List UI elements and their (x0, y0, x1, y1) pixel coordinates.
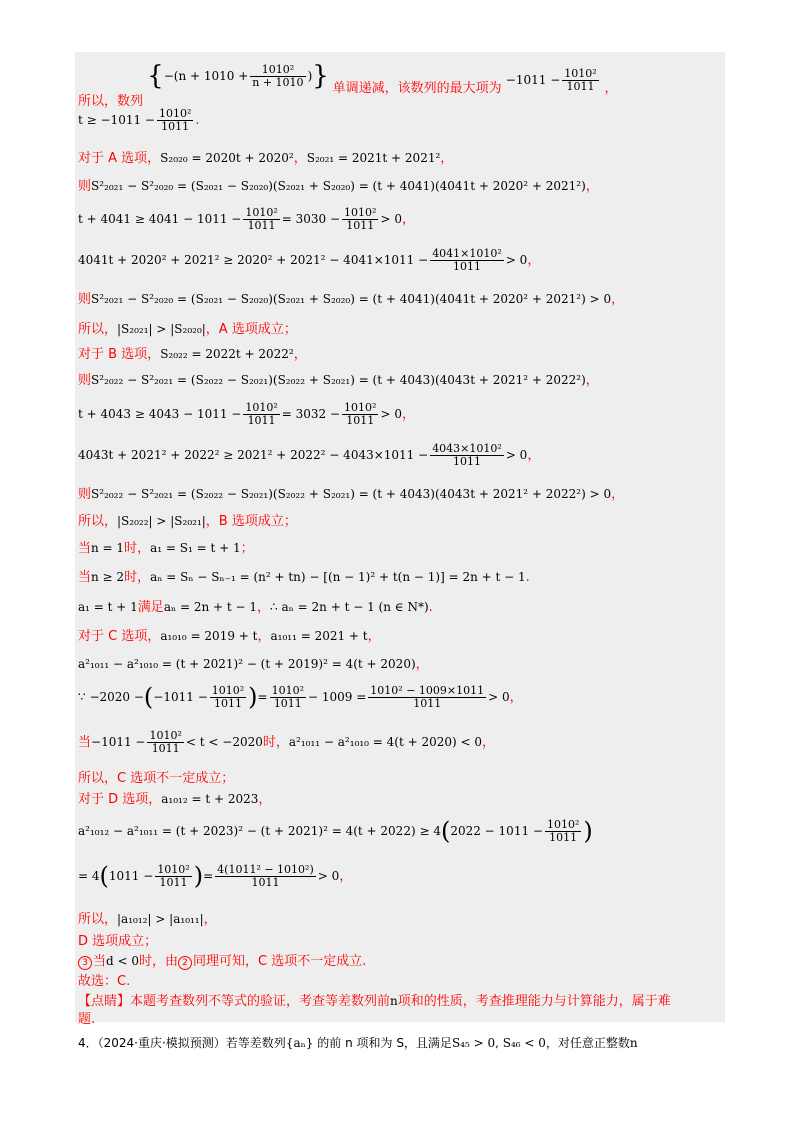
line-27: D 选项成立； (78, 934, 158, 949)
line-13: 则S²₂₀₂₂ − S²₂₀₂₁ = (S₂₀₂₂ − S₂₀₂₁)(S₂₀₂₂ + S₂₀₂₁) = (t + 4043)(4043t + 2021² + 2022²) > 0， (78, 487, 625, 502)
line-21: 当−1011 − $\frac{\text{1010²}}{1011}$ < t < −2020时，a²₁₀₁₁ − a²₁₀₁₀ = 4(t + 2020) < 0， (78, 729, 496, 756)
line-7: 则S²₂₀₂₁ − S²₂₀₂₀ = (S₂₀₂₁ − S₂₀₂₀)(S₂₀₂₁ + S₂₀₂₀) = (t + 4041)(4041t + 2020² + 2021²) > 0， (78, 292, 625, 307)
line-19: a²₁₀₁₁ − a²₁₀₁₀ = (t + 2021)² − (t + 2019)² = 4(t + 2020)， (78, 657, 429, 672)
line-20: ∵ −2020 −(−1011 − $\frac{\text{1010²}}{1011}$ )= $\frac{\text{1010²}}{1011}$ − 1009 = $\frac{\text{1010² − 1009×1011}}{1011}$ > 0， (78, 683, 523, 711)
line-5: t + 4041 ≥ 4041 − 1011 − $\frac{\text{1010²}}{1011}$ = 3030 − $\frac{\text{1010²}}{1011}$ > 0， (78, 206, 415, 233)
line-4: 则S²₂₀₂₁ − S²₂₀₂₀ = (S₂₀₂₁ − S₂₀₂₀)(S₂₀₂₁ + S₂₀₂₀) = (t + 4041)(4041t + 2020² + 2021²)， (78, 179, 599, 194)
text-so-sequence: 所以，数列 (78, 94, 144, 110)
line-17: a₁ = t + 1满足aₙ = 2n + t − 1，∴ aₙ = 2n + t − 1 (n ∈ N*). (78, 600, 433, 615)
line-11: t + 4043 ≥ 4043 − 1011 − $\frac{\text{1010²}}{1011}$ = 3032 − $\frac{\text{1010²}}{1011}$ > 0， (78, 401, 415, 428)
line-16: 当n ≥ 2时，aₙ = Sₙ − Sₙ₋₁ = (n² + tn) − [(n − 1)² + t(n − 1)] = 2n + t − 1. (78, 570, 530, 585)
line-22: 所以，C 选项不一定成立； (78, 771, 235, 786)
line-30: 【点睛】本题考查数列不等式的验证，考查等差数列前n项和的性质，考查推理能力与计算能力，属于难 (78, 994, 671, 1009)
line-6: 4041t + 2020² + 2021² ≥ 2020² + 2021² − 4041×1011 − $\frac{\text{4041×1010²}}{1011}$ > 0， (78, 247, 541, 274)
line-10: 则S²₂₀₂₂ − S²₂₀₂₁ = (S₂₀₂₂ − S₂₀₂₁)(S₂₀₂₂ + S₂₀₂₁) = (t + 4043)(4043t + 2021² + 2022²)， (78, 373, 599, 388)
line-9: 对于 B 选项，S₂₀₂₂ = 2022t + 2022²， (78, 347, 307, 362)
line-25: = 4(1011 − $\frac{\text{1010²}}{1011}$ )= $\frac{\text{4(1011² − 1010²)}}{1011}$ > 0， (78, 862, 353, 890)
circle-3-icon: 3 (78, 956, 92, 970)
circle-2-icon: 2 (178, 956, 192, 970)
line-3: 对于 A 选项，S₂₀₂₀ = 2020t + 2020²，S₂₀₂₁ = 2021t + 2021²， (78, 151, 454, 166)
line-18: 对于 C 选项，a₁₀₁₀ = 2019 + t，a₁₀₁₁ = 2021 + t， (78, 629, 381, 644)
sequence-expression: {−(n + 1010 + $\frac{\text{1010²}}{n + 1010}$ )} (147, 61, 329, 91)
line-23: 对于 D 选项，a₁₀₁₂ = t + 2023， (78, 792, 272, 807)
line-8: 所以，|S₂₀₂₁| > |S₂₀₂₀|，A 选项成立； (78, 322, 297, 337)
line-1: 所以，数列 {−(n + 1010 + $\frac{\text{1010²}}{n + 1010}$ )} 单调递减，该数列的最大项为 −1011 − $\frac{\text{1010²}}{1011}$ ， (78, 61, 618, 110)
line-24: a²₁₀₁₂ − a²₁₀₁₁ = (t + 2023)² − (t + 2021)² = 4(t + 2022) ≥ 4(2022 − 1011 − $\frac{\text{1010²}}{1011}$ ) (78, 817, 593, 845)
line-29: 故选：C. (78, 974, 131, 989)
line-2: t ≥ −1011 − $\frac{\text{1010²}}{1011}$ . (78, 107, 200, 134)
line-14: 所以，|S₂₀₂₂| > |S₂₀₂₁|，B 选项成立； (78, 514, 297, 529)
question-4: 4．（2024·重庆·模拟预测）若等差数列{aₙ} 的前 n 项和为 S，且满足S₄₅ > 0, S₄₆ < 0，对任意正整数n (78, 1036, 638, 1050)
line-15: 当n = 1时，a₁ = S₁ = t + 1； (78, 541, 254, 556)
max-term-expression: −1011 − $\frac{\text{1010²}}{1011}$ (505, 67, 597, 94)
line-31: 题. (78, 1012, 96, 1027)
line-28: 3 当d < 0时，由 2 同理可知，C 选项不一定成立. (78, 954, 366, 970)
line-26: 所以，|a₁₀₁₂| > |a₁₀₁₁|， (78, 912, 217, 927)
text-monotone: 单调递减，该数列的最大项为 (332, 81, 502, 97)
line-12: 4043t + 2021² + 2022² ≥ 2021² + 2022² − 4043×1011 − $\frac{\text{4043×1010²}}{1011}$ > 0， (78, 442, 541, 469)
